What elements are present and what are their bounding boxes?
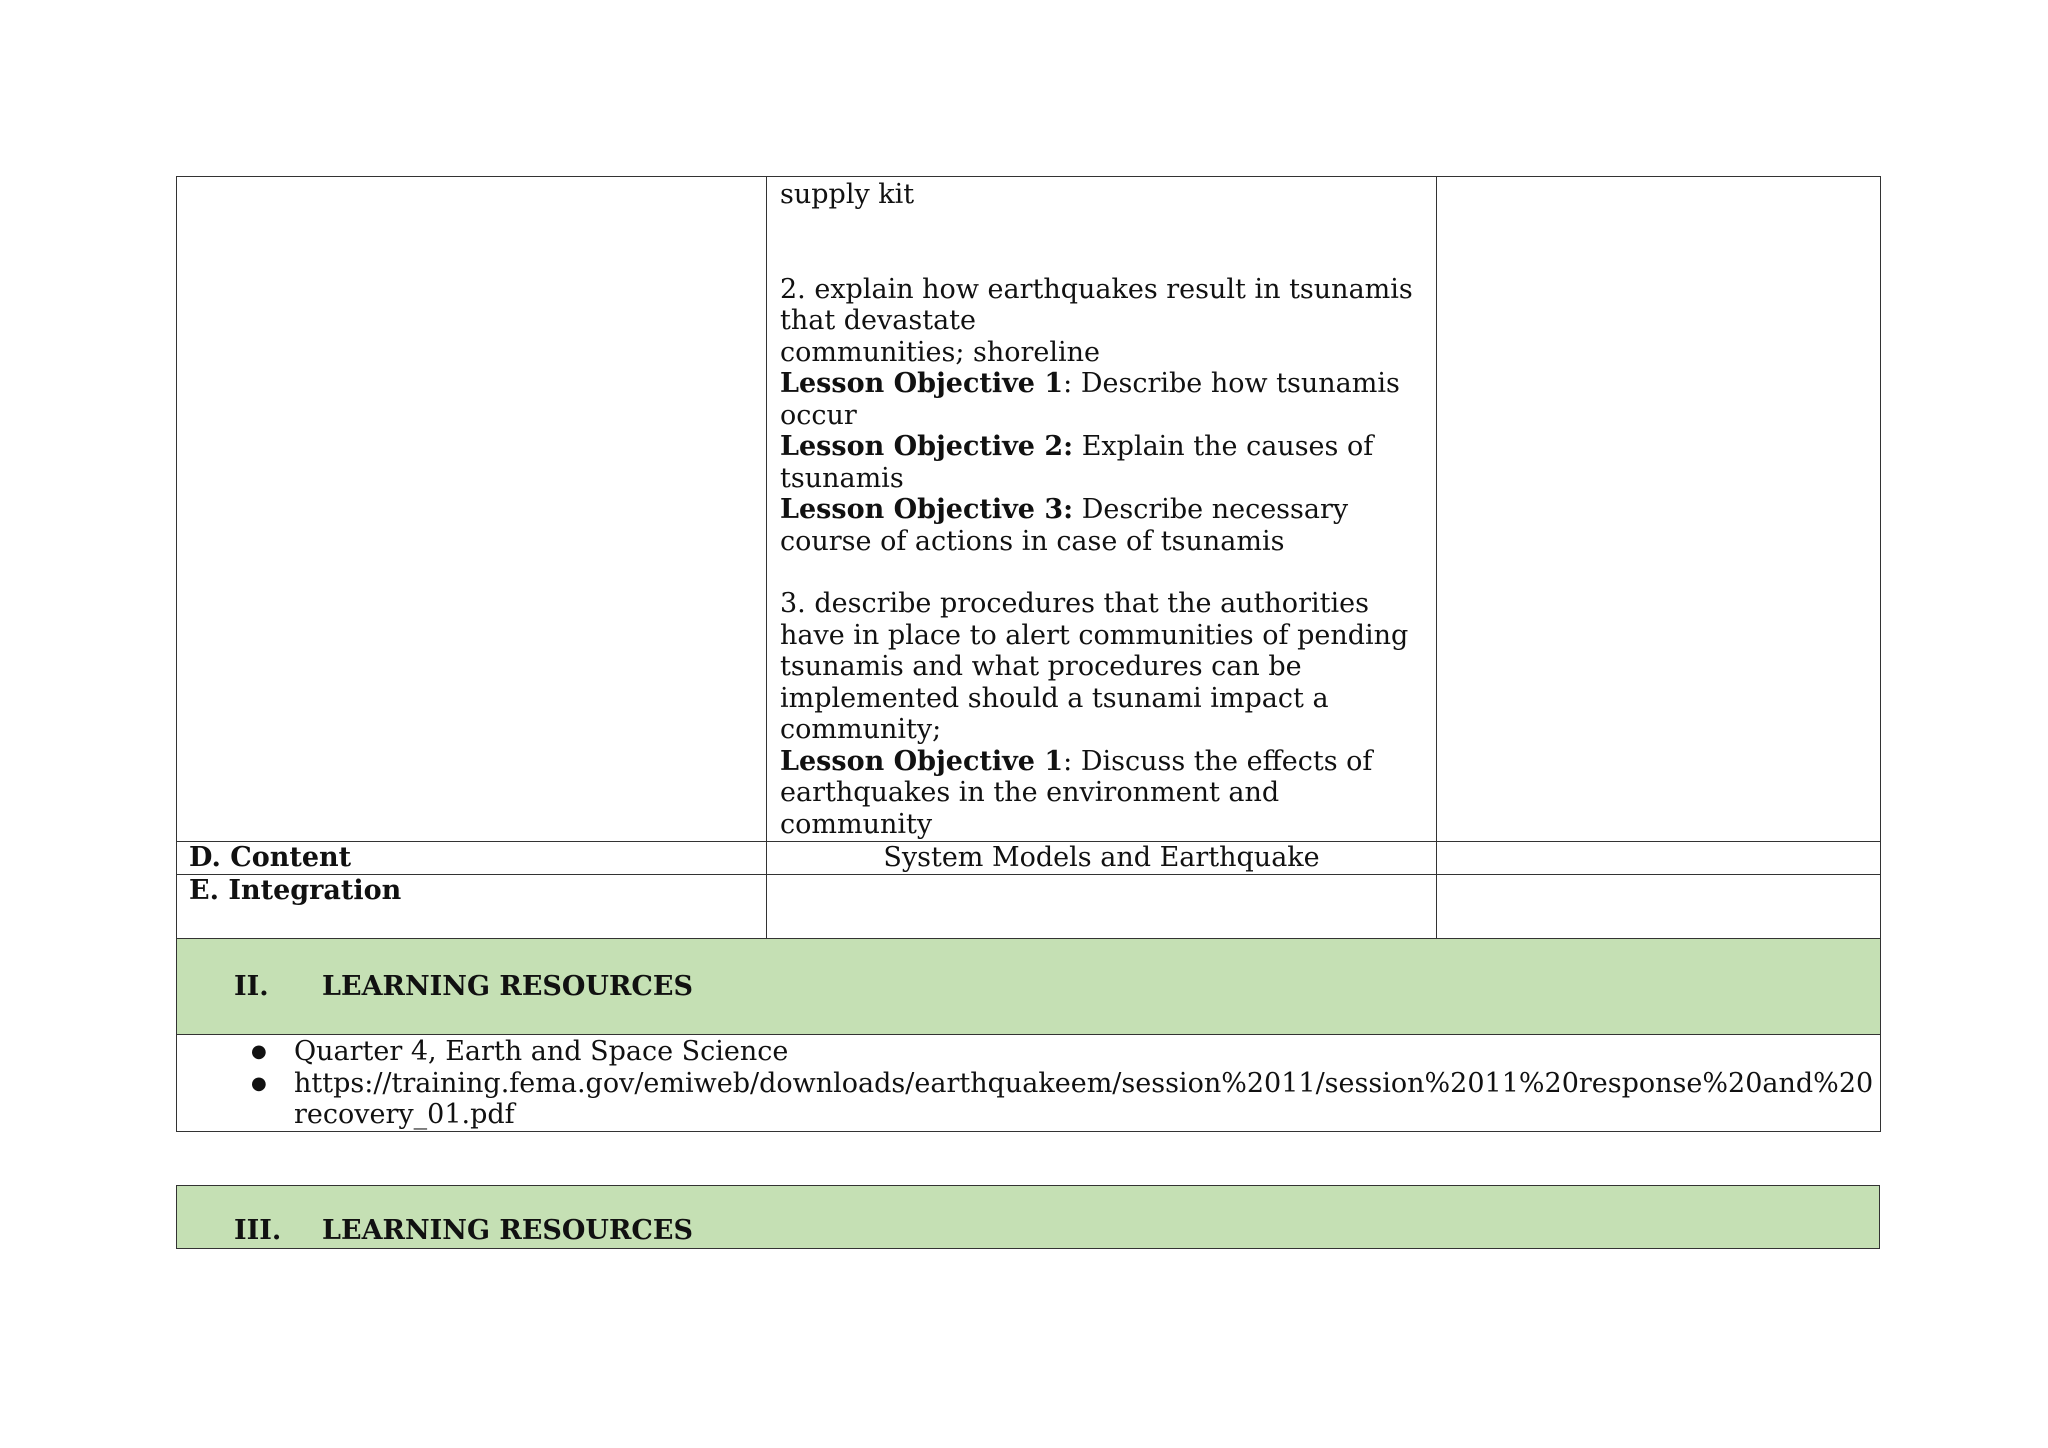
section2-title [177,971,1880,1002]
lesson-objective-3: Lesson Objective 3: Describe necessary course of actions in case of tsunamis [780,494,1349,557]
objectives-label-cell [177,177,767,842]
resources-cell [177,1035,1881,1132]
integration-notes-cell [1437,875,1881,939]
integration-row [177,875,1881,939]
integration-value-cell [767,875,1437,939]
objective-item-3: 3. describe procedures that the authorities have in place to alert communities of pending tsunamis and what procedures can be implemented should a tsunami impact a community; [780,588,1409,745]
section3-number: III. [234,1215,282,1246]
objective-item-2: 2. explain how earthquakes result in tsunamis that devastate communities; shoreline [780,273,1413,368]
section2-header-row [177,939,1881,1035]
objectives-cell [767,177,1437,842]
integration-label: E. Integration [189,875,402,906]
content-notes-cell [1437,842,1881,875]
lesson-objective-4: Lesson Objective 1: Discuss the effects of earthquakes in the environment and community [780,745,1373,840]
section2-number: II. [234,971,269,1002]
section3-title-text: LEARNING RESOURCES [322,1215,693,1246]
integration-label-cell [177,875,767,939]
list-item: ● Quarter 4, Earth and Space Science [294,1036,1880,1068]
resources-list [177,1035,1880,1131]
lesson-objective-2: Lesson Objective 2: Explain the causes of tsunamis [780,431,1374,494]
content-label-cell [177,842,767,875]
resources-row [177,1035,1881,1132]
list-item: ● https://training.fema.gov/emiweb/downloads/earthquakeem/session%2011/session%2011%20response%20and%20recovery_01.pdf [294,1068,1880,1131]
content-value-cell [767,842,1437,875]
section3-title [177,1186,1879,1246]
content-value: System Models and Earthquake [883,842,1320,873]
objectives-continuation: supply kit [780,179,915,210]
objectives-notes-cell [1437,177,1881,842]
content-label: D. Content [189,842,352,873]
objectives-row [177,177,1881,842]
section2-title-text: LEARNING RESOURCES [322,971,693,1002]
lesson-objective-1: Lesson Objective 1: Describe how tsunamis occur [780,368,1400,431]
content-row [177,842,1881,875]
section3-header [176,1185,1880,1249]
lesson-plan-table [176,176,1881,1132]
section2-header-cell [177,939,1881,1035]
